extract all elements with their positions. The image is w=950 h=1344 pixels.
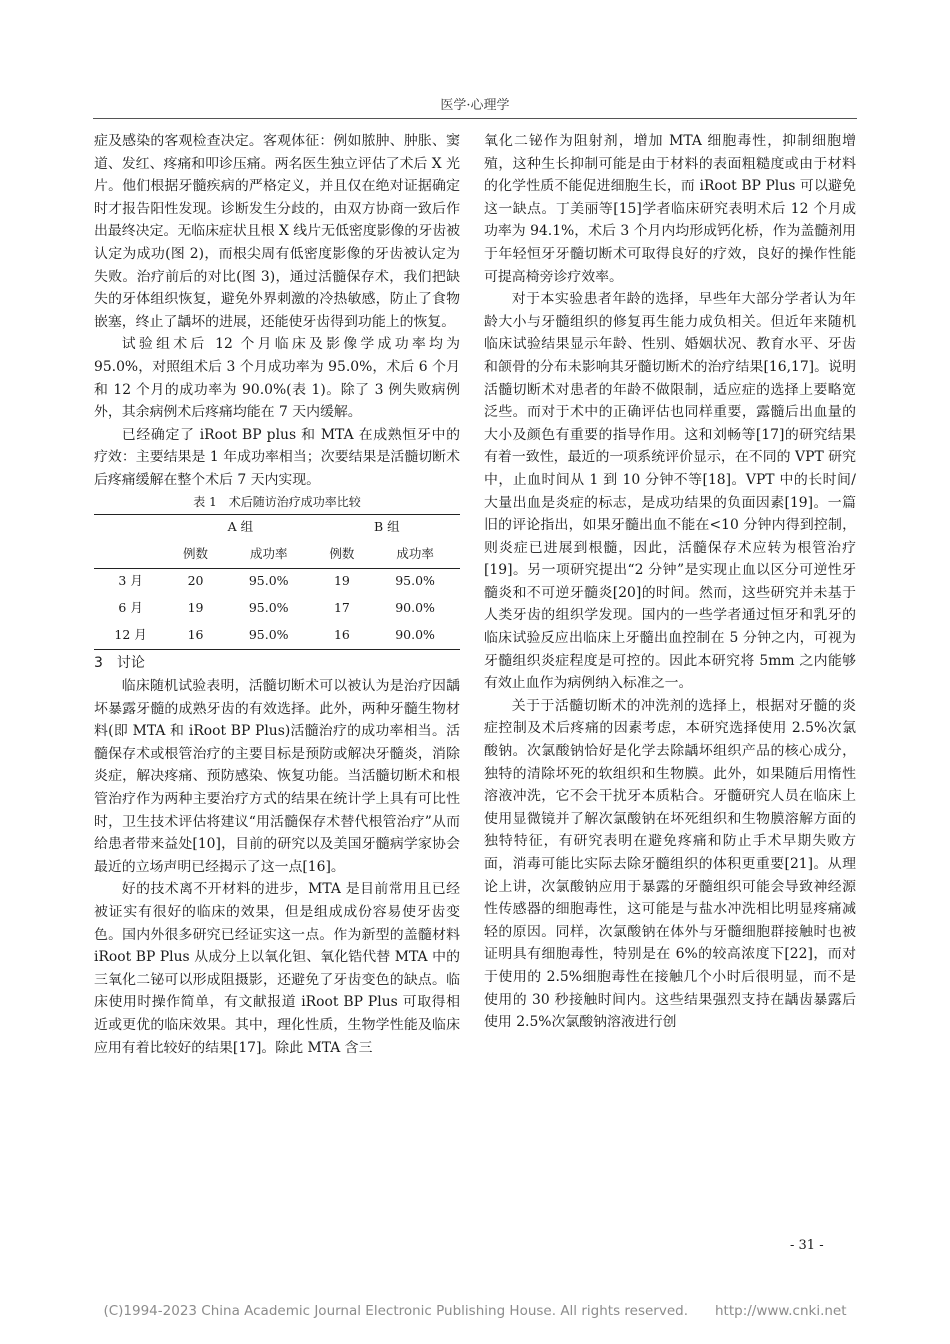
- left-paragraph-3: 已经确定了 iRoot BP plus 和 MTA 在成熟恒牙中的疗效：主要结果是 1 年成功率相当；次要结果是活髓切断术后疼痛缓解在整个术后 7 天内实现。: [94, 426, 460, 488]
- left-paragraph-5: 好的技术离不开材料的进步，MTA 是目前常用且已经被证实有很好的临床的效果，但是组成成份容易使牙齿变色。国内外很多研究已经证实这一点。作为新型的盖髓材料 iRoot BP Plus 从成分上以氧化钽、氧化锆代替 MTA 中的三氧化二铋可以形成阻摄影，还避免了牙齿变色的缺点。临床使用时操作简单，有文献报道 iRoot BP Plus 可取得相近或更优的临床效果。其中，理化性质，生物学性能及临床应用有着比较好的结果[17]。除此 MTA 含三: [94, 881, 460, 1056]
- b-cases-cell: 19: [333, 573, 350, 589]
- b-cases-cell: 16: [314, 622, 371, 649]
- table-row: [94, 595, 460, 622]
- a-rate-cell: 95.0%: [224, 622, 314, 649]
- page-number: - 31 -: [790, 1238, 824, 1253]
- row-label: 6 月: [118, 600, 143, 616]
- group-b-header: B 组: [314, 514, 460, 541]
- running-header: 医学·心理学: [440, 98, 510, 113]
- row-label: 3 月: [118, 573, 143, 589]
- header-rule: [93, 118, 857, 119]
- table-row: [94, 568, 460, 595]
- group-a-header: A 组: [167, 514, 313, 541]
- right-paragraph-1: 氧化二铋作为阻射剂，增加 MTA 细胞毒性，抑制细胞增殖，这种生长抑制可能是由于材料的表面粗糙度或由于材料的化学性质不能促进细胞生长，而 iRoot BP Plus 可以避免这一缺点。丁美丽等[15]学者临床研究表明术后 12 个月成功率为 94.1%，术后 3 个月内均形成钙化桥，作为盖髓剂用于年轻恒牙牙髓切断术可取得良好的疗效，良好的操作性能可提高椅旁诊疗效率。: [484, 133, 856, 285]
- col-a-cases: 例数: [167, 541, 224, 568]
- a-rate-cell: 95.0%: [248, 573, 289, 589]
- col-a-rate: 成功率: [224, 541, 314, 568]
- a-cases-cell: 19: [187, 600, 204, 616]
- a-rate-cell: 95.0%: [248, 600, 289, 616]
- success-rate-table: [94, 514, 460, 650]
- table-column-header-row: [94, 541, 460, 568]
- a-cases-cell: 20: [187, 573, 204, 589]
- left-paragraph-4: 临床随机试验表明，活髓切断术可以被认为是治疗因龋坏暴露牙髓的成熟牙齿的有效选择。此外，两种牙髓生物材料(即 MTA 和 iRoot BP Plus)活髓治疗的成功率相当。活髓保存术或根管治疗的主要目标是预防或解决牙髓炎，消除炎症，解决疼痛、预防感染、恢复功能。当活髓切断术和根管治疗作为两种主要治疗方式的结果在统计学上具有可比性时，卫生技术评估将建议“用活髓保存术替代根管治疗”从而给患者带来益处[10]，目前的研究以及美国牙髓病学家协会最近的立场声明已经揭示了这一点[16]。: [94, 678, 460, 875]
- b-rate-cell: 95.0%: [395, 573, 435, 589]
- a-cases-cell: 16: [167, 622, 224, 649]
- b-cases-cell: 17: [333, 600, 350, 616]
- table-corner-cell: [94, 514, 167, 541]
- right-paragraph-2: 对于本实验患者年龄的选择，早些年大部分学者认为年龄大小与牙髓组织的修复再生能力成负相关。但近年来随机临床试验结果显示年龄、性别、婚姻状况、教育水平、牙齿和颌骨的分布未影响其牙髓切断术的治疗结果[16,17]。说明活髓切断术对患者的年龄不做限制，适应症的选择上要略宽泛些。而对于术中的正确评估也同样重要，露髓后出血量的大小及颜色有重要的指导作用。这和刘畅等[17]的研究结果有着一致性，最近的一项系统评价显示，在不同的 VPT 研究中，止血时间从 1 到 10 分钟不等[18]。VPT 中的长时间/大量出血是炎症的标志，是成功结果的负面因素[19]。一篇旧的评论指出，如果牙髓出血不能在<10 分钟内得到控制，则炎症已进展到根髓，因此，活髓保存术应转为根管治疗[19]。另一项研究提出“2 分钟”是实现止血以区分可逆性牙髓炎和不可逆牙髓炎[20]的时间。然而，这些研究并未基于人类牙齿的组织学发现。国内的一些学者通过恒牙和乳牙的临床试验反应出临床上牙髓出血控制在 5 分钟之内，可视为牙髓组织炎症程度是可控的。因此本研究将 5mm 之内能够有效止血作为病例纳入标准之一。: [484, 291, 856, 692]
- section-heading-discussion: 3 讨论: [94, 654, 145, 671]
- table-group-header-row: [94, 514, 460, 541]
- b-rate-cell: 90.0%: [395, 600, 435, 616]
- row-label: 12 月: [94, 622, 167, 649]
- right-column: [484, 130, 856, 1034]
- col-b-rate: 成功率: [370, 541, 460, 568]
- b-rate-cell: 90.0%: [370, 622, 460, 649]
- col-b-cases: 例数: [314, 541, 371, 568]
- table-header-blank: [94, 541, 167, 568]
- table-row: [94, 622, 460, 649]
- left-paragraph-1: 症及感染的客观检查决定。客观体征：例如脓肿、肿胀、窦道、发红、疼痛和叩诊压痛。两名医生独立评估了术后 X 光片。他们根据牙髓疾病的严格定义，并且仅在绝对证据确定时才报告阳性发现。诊断发生分歧的，由双方协商一致后作出最终决定。无临床症状且根 X 线片无低密度影像的牙齿被认定为成功(图 2)，而根尖周有低密度影像的牙齿被认定为失败。治疗前后的对比(图 3)，通过活髓保存术，我们把缺失的牙体组织恢复，避免外界刺激的冷热敏感，防止了食物嵌塞，终止了龋坏的进展，还能使牙齿得到功能上的恢复。: [94, 133, 460, 330]
- right-paragraph-3: 关于于活髓切断术的冲洗剂的选择上，根据对牙髓的炎症控制及术后疼痛的因素考虑，本研究选择使用 2.5%次氯酸钠。次氯酸钠恰好是化学去除龋坏组织产品的核心成分，独特的清除坏死的软组织和生物膜。此外，如果随后用惰性溶液冲洗，它不会干扰牙本质粘合。牙髓研究人员在临床上使用显微镜并了解次氯酸钠在坏死组织和生物膜溶解方面的独特特征，有研究表明在避免疼痛和防止手术早期失败方面，消毒可能比实际去除牙髓组织的体积更重要[21]。从理论上讲，次氯酸钠应用于暴露的牙髓组织可能会导致神经源性传感器的细胞毒性，这可能是与盐水冲洗相比明显疼痛减轻的原因。同样，次氯酸钠在体外与牙髓细胞群接触时也被证明具有细胞毒性，特别是在 6%的较高浓度下[22]，而对于使用的 2.5%细胞毒性在接触几个小时后很明显，而不是使用的 30 秒接触时间内。这些结果强烈支持在龋齿暴露后使用 2.5%次氯酸钠溶液进行创: [484, 697, 856, 1031]
- left-paragraph-2: 试验组术后 12 个月临床及影像学成功率均为 95.0%，对照组术后 3 个月成功率为 95.0%，术后 6 个月和 12 个月的成功率为 90.0%(表 1)。除了 3 例失败病例外，其余病例术后疼痛均能在 7 天内缓解。: [94, 336, 460, 421]
- table-caption: 表 1 术后随访治疗成功率比较: [193, 494, 361, 509]
- copyright-footer: (C)1994-2023 China Academic Journal Electronic Publishing House. All rights reserved. http://www.cnki.net: [103, 1303, 847, 1319]
- left-column: [94, 130, 460, 1059]
